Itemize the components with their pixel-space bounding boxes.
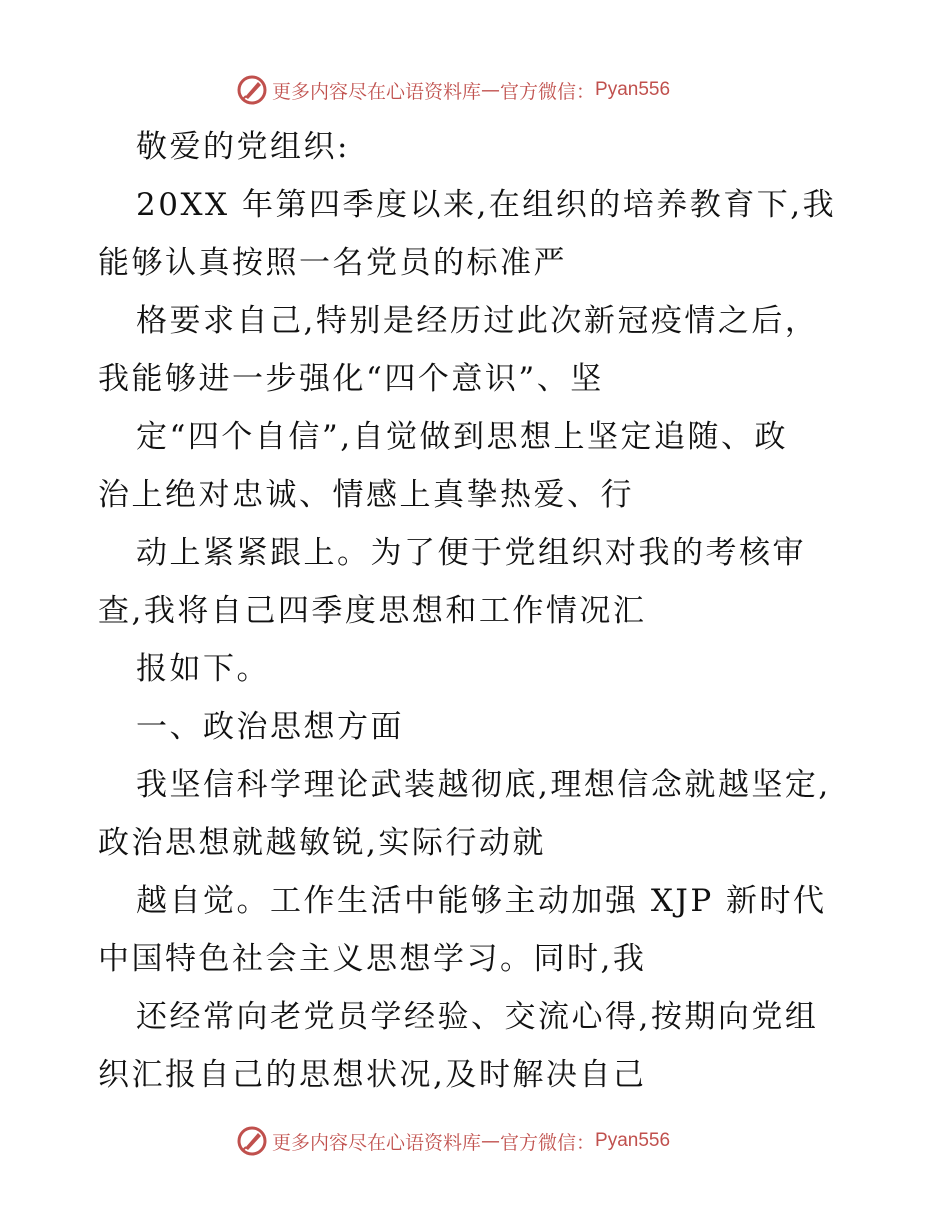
body-line: 中国特色社会主义思想学习。同时,我: [98, 941, 647, 977]
footer-watermark: [236, 1124, 670, 1158]
quill-circle-logo-icon: [236, 74, 268, 106]
watermark-wechat-id: Pyan556: [595, 79, 671, 100]
watermark-site-text: 更多内容尽在心语资料库: [272, 80, 482, 103]
body-line: 越自觉。工作生活中能够主动加强 XJP 新时代: [136, 883, 827, 919]
body-line: 治上绝对忠诚、情感上真挚热爱、行: [98, 477, 634, 513]
watermark-dash: —: [481, 79, 501, 101]
body-line: 查,我将自己四季度思想和工作情况汇: [98, 593, 647, 629]
quill-circle-logo-icon: [236, 1125, 268, 1157]
body-line: 还经常向老党员学经验、交流心得,按期向党组: [136, 999, 819, 1035]
body-line: 我能够进一步强化“四个意识”、坚: [98, 361, 604, 397]
document-body: [98, 118, 838, 1104]
watermark-dash: —: [481, 1130, 501, 1152]
header-watermark: [236, 73, 670, 107]
body-line: 动上紧紧跟上。为了便于党组织对我的考核审: [136, 535, 806, 571]
salutation-line: 敬爱的党组织:: [136, 129, 350, 165]
body-line: 我坚信科学理论武装越彻底,理想信念就越坚定,: [136, 767, 831, 803]
body-line: 能够认真按照一名党员的标准严: [98, 245, 567, 281]
body-line: 定“四个自信”,自觉做到思想上坚定追随、政: [136, 419, 789, 455]
body-line: 政治思想就越敏锐,实际行动就: [98, 825, 546, 861]
body-line: 报如下。: [136, 651, 270, 687]
section-heading: 一、政治思想方面: [136, 709, 404, 745]
body-line: 织汇报自己的思想状况,及时解决自己: [98, 1057, 647, 1093]
watermark-wechat-label: 官方微信：: [500, 80, 596, 103]
body-line: 格要求自己,特别是经历过此次新冠疫情之后，: [136, 303, 819, 339]
body-line: 20XX 年第四季度以来,在组织的培养教育下,我: [136, 187, 837, 223]
watermark-wechat-id: Pyan556: [595, 1130, 671, 1151]
watermark-site-text: 更多内容尽在心语资料库: [272, 1131, 482, 1154]
watermark-wechat-label: 官方微信：: [500, 1131, 596, 1154]
